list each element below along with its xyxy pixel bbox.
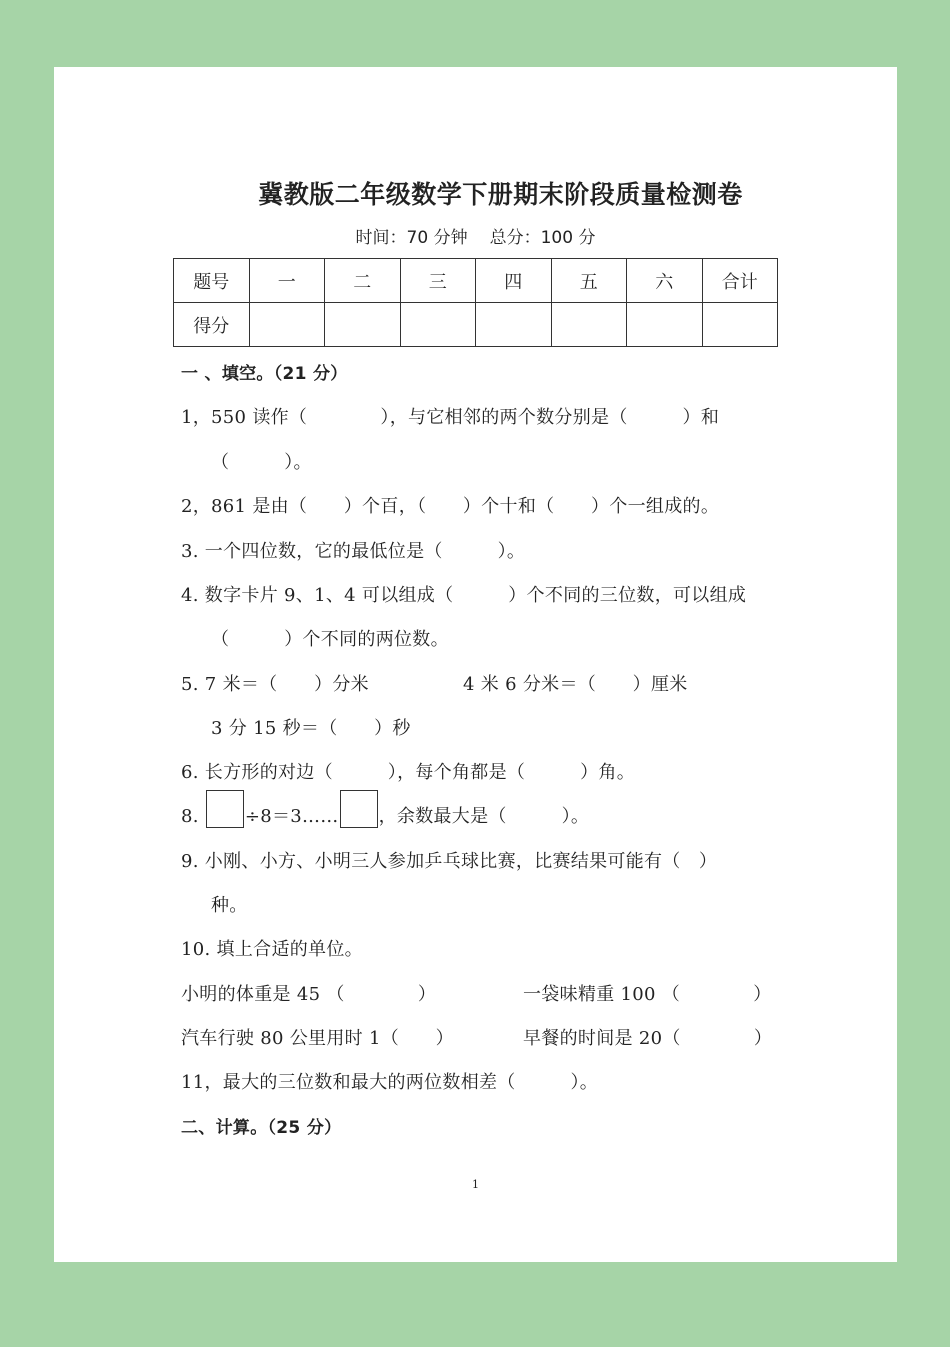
remainder-box[interactable] bbox=[340, 790, 378, 828]
page-number: 1 bbox=[472, 1178, 479, 1191]
time-limit: 时间：70 分钟 bbox=[355, 228, 468, 248]
question-9: 9. 小刚、小方、小明三人参加乒乓球比赛，比赛结果可能有（ ） bbox=[181, 851, 718, 872]
question-10: 10. 填上合适的单位。 bbox=[181, 939, 363, 960]
question-1: 1，550 读作（ ），与它相邻的两个数分别是（ ）和 bbox=[181, 407, 720, 428]
table-cell: 六 bbox=[627, 259, 703, 303]
question-6: 6. 长方形的对边（ ），每个角都是（ ）角。 bbox=[181, 762, 635, 783]
question-10-a: 小明的体重是 45 （ ） bbox=[181, 984, 437, 1005]
table-cell: 一 bbox=[249, 259, 325, 303]
question-1-cont: （ ）。 bbox=[211, 452, 312, 473]
question-3: 3. 一个四位数，它的最低位是（ ）。 bbox=[181, 541, 526, 562]
table-cell: 四 bbox=[476, 259, 552, 303]
question-5-part-b: 4 米 6 分米＝（ ）厘米 bbox=[463, 674, 688, 695]
question-9-cont: 种。 bbox=[211, 895, 248, 916]
table-cell: 二 bbox=[325, 259, 401, 303]
question-8 bbox=[181, 790, 589, 828]
table-cell: 五 bbox=[551, 259, 627, 303]
question-8-tail: ，余数最大是（ ）。 bbox=[378, 806, 590, 827]
table-cell: 三 bbox=[400, 259, 476, 303]
table-cell: 得分 bbox=[174, 303, 250, 347]
score-blank[interactable] bbox=[325, 303, 401, 347]
score-blank[interactable] bbox=[476, 303, 552, 347]
section-heading: 一 、填空。（21 分） bbox=[181, 364, 348, 384]
question-8-equation: ÷8＝3…… bbox=[244, 806, 339, 827]
score-blank[interactable] bbox=[400, 303, 476, 347]
score-table-header-row bbox=[174, 259, 778, 303]
score-table bbox=[173, 258, 778, 347]
question-5-part-c: 3 分 15 秒＝（ ）秒 bbox=[211, 718, 411, 739]
question-5 bbox=[181, 670, 369, 696]
score-blank[interactable] bbox=[249, 303, 325, 347]
score-table-score-row bbox=[174, 303, 778, 347]
question-2: 2，861 是由（ ）个百，（ ）个十和（ ）个一组成的。 bbox=[181, 496, 720, 517]
score-blank[interactable] bbox=[702, 303, 778, 347]
question-10-c: 汽车行驶 80 公里用时 1（ ） bbox=[181, 1028, 454, 1049]
question-4: 4. 数字卡片 9、1、4 可以组成（ ）个不同的三位数，可以组成 bbox=[181, 585, 747, 606]
question-10-b: 一袋味精重 100 （ ） bbox=[523, 984, 772, 1005]
total-score: 总分：100 分 bbox=[489, 228, 596, 248]
question-11: 11，最大的三位数和最大的两位数相差（ ）。 bbox=[181, 1072, 599, 1093]
table-cell: 题号 bbox=[174, 259, 250, 303]
dividend-box[interactable] bbox=[206, 790, 244, 828]
exam-paper bbox=[54, 67, 897, 1262]
question-8-number: 8. bbox=[181, 806, 199, 827]
table-cell: 合计 bbox=[702, 259, 778, 303]
section-heading: 二、计算。（25 分） bbox=[181, 1118, 342, 1138]
question-4-cont: （ ）个不同的两位数。 bbox=[211, 629, 449, 650]
score-blank[interactable] bbox=[627, 303, 703, 347]
exam-info bbox=[54, 223, 897, 248]
question-10-d: 早餐的时间是 20（ ） bbox=[523, 1028, 773, 1049]
page-title: 冀教版二年级数学下册期末阶段质量检测卷 bbox=[258, 180, 743, 209]
score-blank[interactable] bbox=[551, 303, 627, 347]
question-5-part-a: 5. 7 米＝（ ）分米 bbox=[181, 674, 369, 695]
